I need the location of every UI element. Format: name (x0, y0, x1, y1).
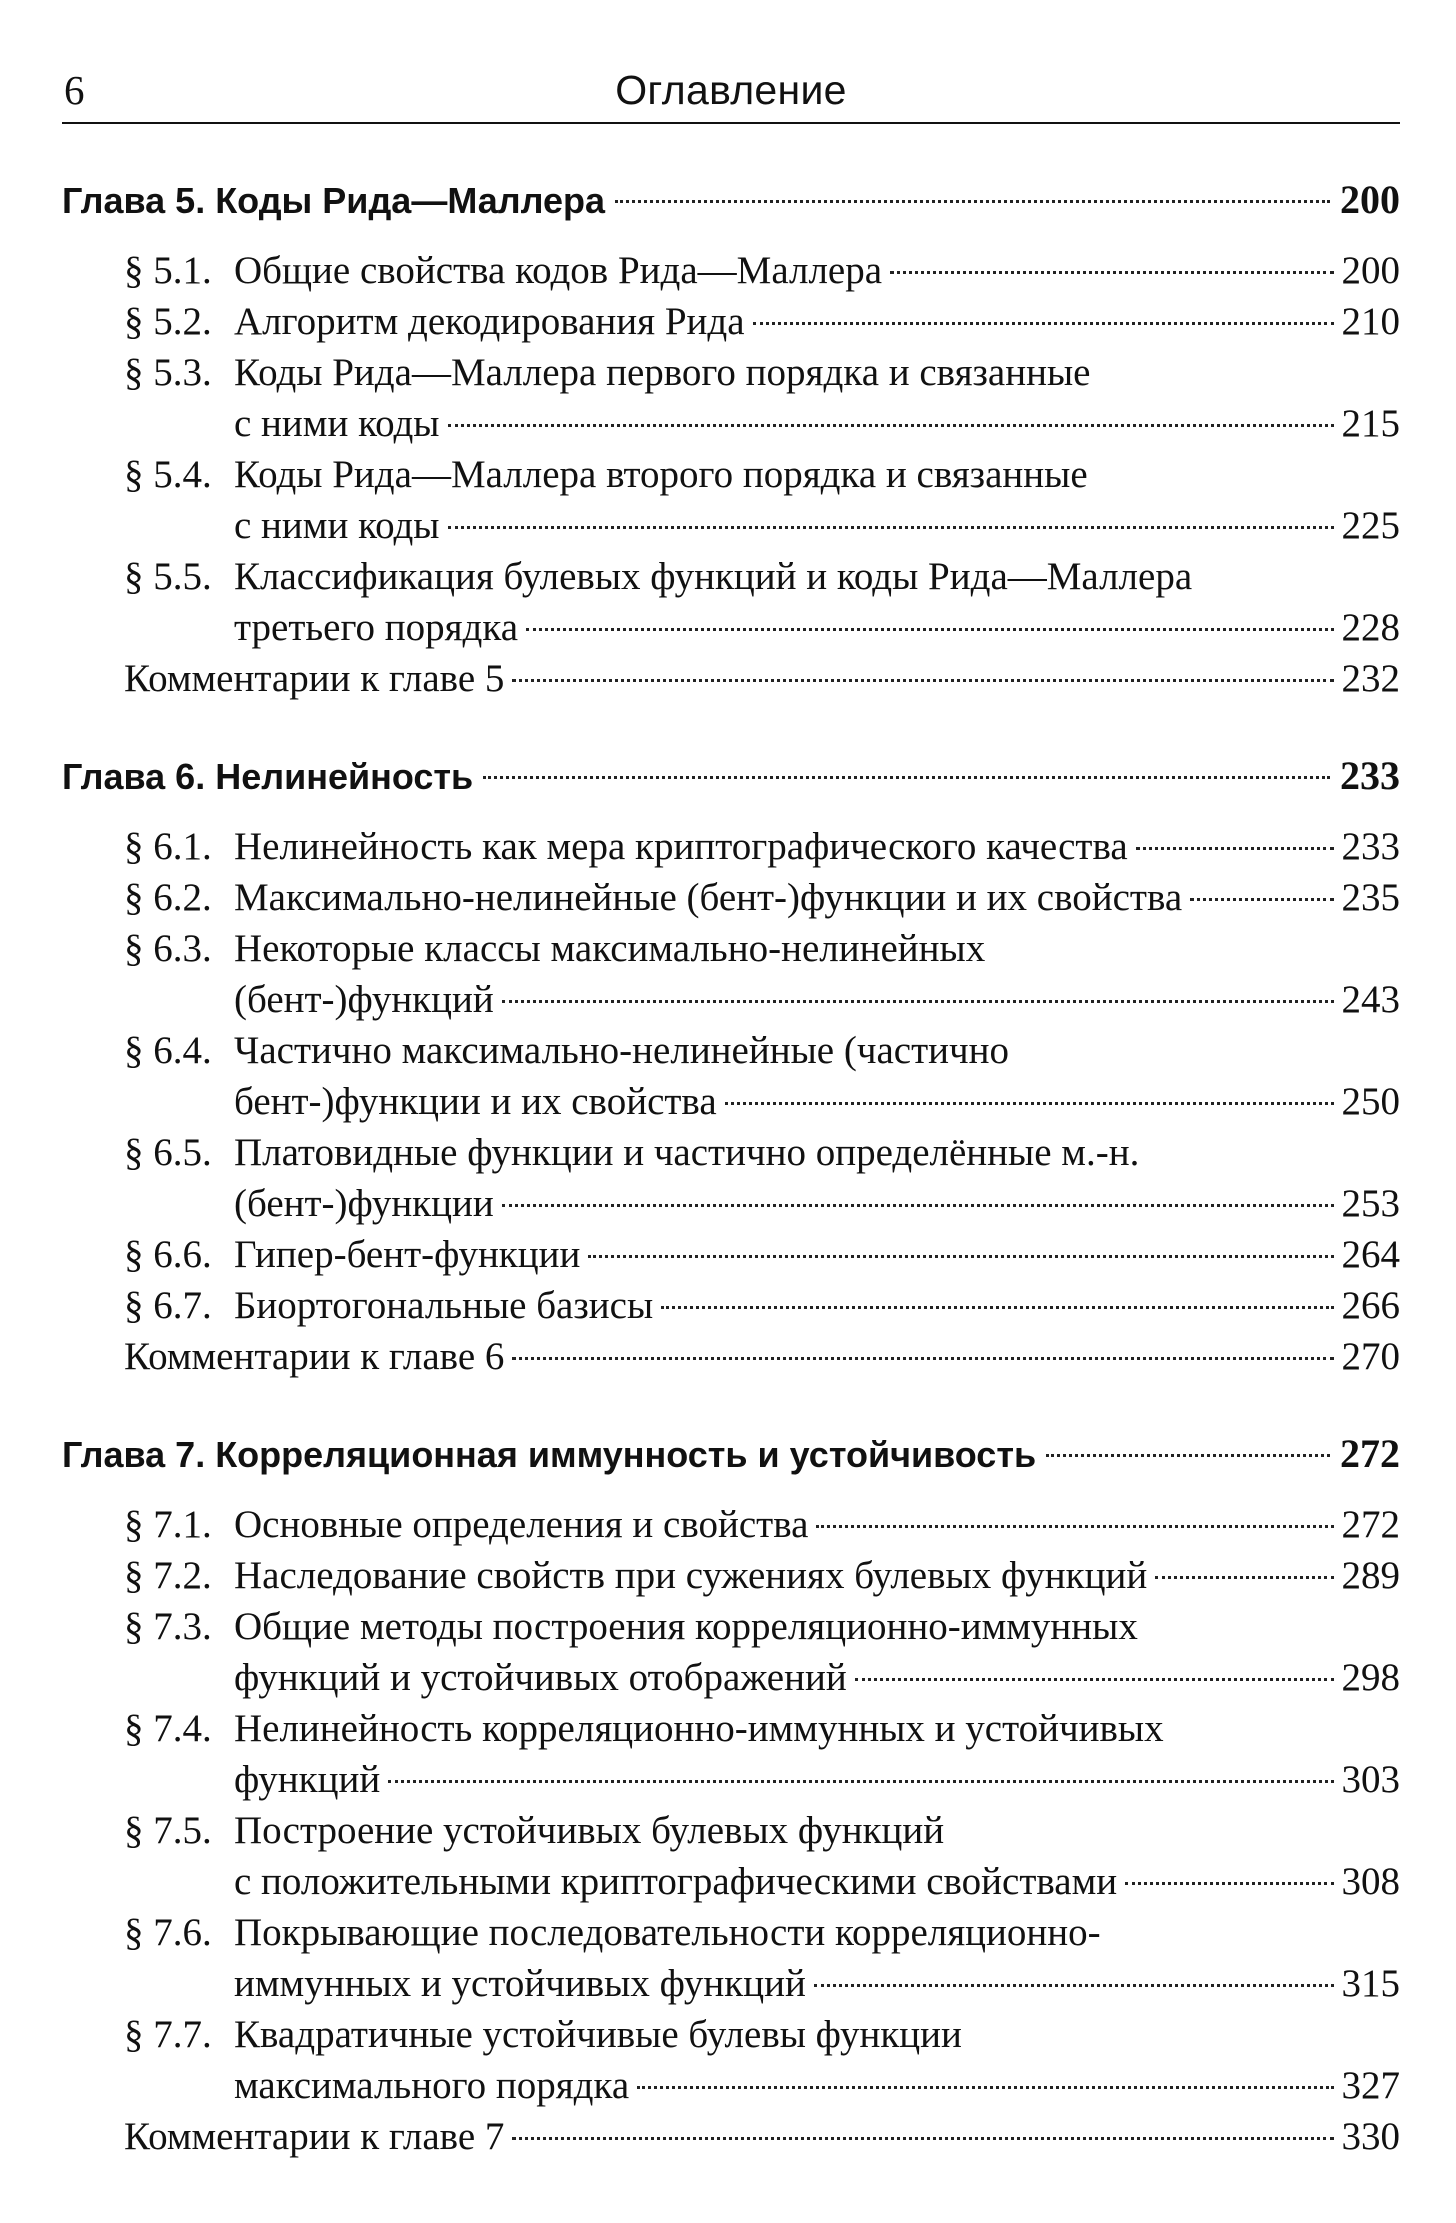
entry-last-line (234, 245, 1400, 296)
toc-entry[interactable] (62, 1127, 1400, 1229)
chapter-title: Глава 5. Коды Рида—Маллера (62, 180, 606, 221)
entry-page-number: 253 (1341, 1182, 1400, 1225)
entry-body (234, 821, 1400, 872)
comments-title: Комментарии к главе 5 (124, 657, 505, 700)
entry-body (234, 347, 1400, 449)
entry-page-number: 225 (1341, 504, 1400, 547)
toc-entry[interactable] (62, 821, 1400, 872)
entry-title: иммунных и устойчивых функций (234, 1962, 806, 2005)
entry-title: максимального порядка (234, 2064, 630, 2107)
entry-title: с положительными криптографическими свойствами (234, 1860, 1118, 1903)
entry-last-line (234, 296, 1400, 347)
entry-page-number: 233 (1341, 825, 1400, 868)
leader-dots (1155, 1576, 1333, 1579)
entry-title-line: Квадратичные устойчивые булевы функции (234, 2013, 962, 2056)
entry-body (234, 1499, 1400, 1550)
leader-dots (483, 776, 1330, 779)
toc-entry[interactable] (62, 1499, 1400, 1550)
chapter-comments-entry[interactable] (62, 2111, 1400, 2162)
entry-last-line (234, 1550, 1400, 1601)
toc-entry[interactable] (62, 872, 1400, 923)
entry-title-line: Коды Рида—Маллера первого порядка и связанные (234, 351, 1091, 394)
entry-title: третьего порядка (234, 606, 519, 649)
chapter-page-number: 272 (1340, 1431, 1400, 1476)
entry-page-number: 215 (1341, 402, 1400, 445)
entry-title-line: Коды Рида—Маллера второго порядка и связанные (234, 453, 1088, 496)
entry-last-line (234, 602, 1400, 653)
entry-body (234, 923, 1400, 1025)
entry-page-number: 250 (1341, 1080, 1400, 1123)
leader-dots (615, 200, 1330, 203)
entry-title: функций и устойчивых отображений (234, 1656, 847, 1699)
entry-body (234, 1127, 1400, 1229)
entry-last-line (234, 1076, 1400, 1127)
entry-page-number: 200 (1341, 249, 1400, 292)
entry-page-number: 266 (1341, 1284, 1400, 1327)
entry-body (234, 2009, 1400, 2111)
section-number: § 6.2. (124, 876, 212, 919)
chapter-comments-entry[interactable] (62, 653, 1400, 704)
entry-last-line (234, 1499, 1400, 1550)
entry-title: функций (234, 1758, 381, 1801)
leader-dots (512, 1357, 1333, 1360)
entry-body (124, 2111, 1400, 2162)
leader-dots (1136, 847, 1334, 850)
leader-dots (526, 628, 1333, 631)
leader-dots (725, 1102, 1334, 1105)
chapter-heading[interactable] (62, 1428, 1400, 1481)
page-number: 6 (64, 67, 85, 113)
entry-body (234, 1229, 1400, 1280)
comments-title: Комментарии к главе 7 (124, 2115, 505, 2158)
entry-page-number: 315 (1341, 1962, 1400, 2005)
toc-entry[interactable] (62, 551, 1400, 653)
toc-entry[interactable] (62, 1601, 1400, 1703)
section-number: § 5.4. (124, 453, 212, 496)
section-number: § 7.5. (124, 1809, 212, 1852)
entry-body (234, 1280, 1400, 1331)
section-number: § 7.2. (124, 1554, 212, 1597)
entry-body (234, 1550, 1400, 1601)
entry-page-number: 327 (1341, 2064, 1400, 2107)
entry-last-line (234, 398, 1400, 449)
entry-last-line (234, 2060, 1400, 2111)
entry-last-line (234, 1280, 1400, 1331)
section-number: § 5.2. (124, 300, 212, 343)
chapter-title: Глава 6. Нелинейность (62, 756, 474, 797)
entry-last-line (234, 1958, 1400, 2009)
entry-page-number: 289 (1341, 1554, 1400, 1597)
entry-body (234, 245, 1400, 296)
entry-title-line: Платовидные функции и частично определённые м.-н. (234, 1131, 1140, 1174)
toc-entry[interactable] (62, 923, 1400, 1025)
section-number: § 6.7. (124, 1284, 212, 1327)
chapter-comments-entry[interactable] (62, 1331, 1400, 1382)
entry-title: Алгоритм декодирования Рида (234, 300, 745, 343)
section-number: § 7.6. (124, 1911, 212, 1954)
entry-page-number: 272 (1341, 1503, 1400, 1546)
toc-entry[interactable] (62, 1907, 1400, 2009)
leader-dots (512, 2137, 1333, 2140)
leader-dots (816, 1525, 1333, 1528)
entry-title: Основные определения и свойства (234, 1503, 809, 1546)
toc-entry[interactable] (62, 347, 1400, 449)
section-number: § 6.5. (124, 1131, 212, 1174)
entry-title-line: Некоторые классы максимально-нелинейных (234, 927, 986, 970)
entry-page-number: 303 (1341, 1758, 1400, 1801)
entry-title: (бент-)функции (234, 1182, 494, 1225)
entry-last-line (234, 1754, 1400, 1805)
leader-dots (588, 1255, 1333, 1258)
entry-title-line: Построение устойчивых булевых функций (234, 1809, 945, 1852)
section-number: § 5.1. (124, 249, 212, 292)
leader-dots (448, 526, 1334, 529)
entry-body (234, 1025, 1400, 1127)
section-number: § 6.3. (124, 927, 212, 970)
entry-title-line: Классификация булевых функций и коды Рида—Маллера (234, 555, 1193, 598)
toc-entry[interactable] (62, 245, 1400, 296)
section-number: § 7.7. (124, 2013, 212, 2056)
leader-dots (661, 1306, 1333, 1309)
chapter-heading[interactable] (62, 174, 1400, 227)
entry-title: с ними коды (234, 402, 440, 445)
section-number: § 7.3. (124, 1605, 212, 1648)
table-of-contents (62, 174, 1400, 2162)
entry-title: Максимально-нелинейные (бент-)функции и их свойства (234, 876, 1183, 919)
leader-dots (502, 1000, 1334, 1003)
leader-dots (814, 1984, 1334, 1987)
entry-body (234, 872, 1400, 923)
entry-title-line: Покрывающие последовательности корреляционно- (234, 1911, 1101, 1954)
leader-dots (753, 322, 1334, 325)
entry-page-number: 228 (1341, 606, 1400, 649)
entry-body (234, 296, 1400, 347)
comments-title: Комментарии к главе 6 (124, 1335, 505, 1378)
toc-entry[interactable] (62, 1229, 1400, 1280)
entry-body (234, 1805, 1400, 1907)
section-number: § 7.4. (124, 1707, 212, 1750)
chapter-title: Глава 7. Корреляционная иммунность и устойчивость (62, 1434, 1037, 1475)
leader-dots (1125, 1882, 1333, 1885)
page-header (62, 66, 1400, 124)
leader-dots (637, 2086, 1333, 2089)
entry-last-line (234, 500, 1400, 551)
toc-entry[interactable] (62, 1280, 1400, 1331)
entry-page-number: 264 (1341, 1233, 1400, 1276)
entry-title: Гипер-бент-функции (234, 1233, 581, 1276)
entry-title: Биортогональные базисы (234, 1284, 654, 1327)
leader-dots (512, 679, 1333, 682)
chapter-page-number: 233 (1340, 753, 1400, 798)
entry-title: Наследование свойств при сужениях булевых функций (234, 1554, 1148, 1597)
section-number: § 6.1. (124, 825, 212, 868)
leader-dots (1046, 1454, 1330, 1457)
entry-last-line (234, 1856, 1400, 1907)
toc-entry[interactable] (62, 296, 1400, 347)
entry-title-line: Общие методы построения корреляционно-иммунных (234, 1605, 1138, 1648)
entry-title: бент-)функции и их свойства (234, 1080, 717, 1123)
entry-title: Общие свойства кодов Рида—Маллера (234, 249, 883, 292)
section-number: § 7.1. (124, 1503, 212, 1546)
entry-last-line (234, 1229, 1400, 1280)
entry-title-line: Частично максимально-нелинейные (частично (234, 1029, 1009, 1072)
section-number: § 5.3. (124, 351, 212, 394)
entry-last-line (234, 974, 1400, 1025)
entry-page-number: 235 (1341, 876, 1400, 919)
entry-page-number: 243 (1341, 978, 1400, 1021)
leader-dots (1190, 898, 1333, 901)
toc-entry[interactable] (62, 1550, 1400, 1601)
toc-entry[interactable] (62, 2009, 1400, 2111)
leader-dots (855, 1678, 1334, 1681)
entry-body (234, 1703, 1400, 1805)
running-title: Оглавление (615, 67, 847, 113)
section-number: § 6.6. (124, 1233, 212, 1276)
entry-title: Нелинейность как мера криптографического качества (234, 825, 1128, 868)
entry-body (234, 1907, 1400, 2009)
entry-title-line: Нелинейность корреляционно-иммунных и устойчивых (234, 1707, 1164, 1750)
entry-page-number: 210 (1341, 300, 1400, 343)
entry-page-number: 298 (1341, 1656, 1400, 1699)
entry-last-line (124, 2111, 1400, 2162)
leader-dots (448, 424, 1334, 427)
leader-dots (502, 1204, 1334, 1207)
chapter-page-number: 200 (1340, 177, 1400, 222)
entry-page-number: 330 (1341, 2115, 1400, 2158)
toc-entry[interactable] (62, 1805, 1400, 1907)
toc-entry[interactable] (62, 1025, 1400, 1127)
entry-last-line (234, 872, 1400, 923)
entry-last-line (124, 653, 1400, 704)
entry-page-number: 232 (1341, 657, 1400, 700)
entry-body (124, 1331, 1400, 1382)
entry-page-number: 270 (1341, 1335, 1400, 1378)
toc-entry[interactable] (62, 1703, 1400, 1805)
chapter-heading[interactable] (62, 750, 1400, 803)
entry-body (234, 1601, 1400, 1703)
leader-dots (890, 271, 1333, 274)
entry-body (234, 449, 1400, 551)
entry-body (234, 551, 1400, 653)
toc-entry[interactable] (62, 449, 1400, 551)
leader-dots (388, 1780, 1333, 1783)
entry-last-line (124, 1331, 1400, 1382)
entry-title: (бент-)функций (234, 978, 494, 1021)
entry-last-line (234, 821, 1400, 872)
section-number: § 5.5. (124, 555, 212, 598)
entry-title: с ними коды (234, 504, 440, 547)
entry-last-line (234, 1178, 1400, 1229)
section-number: § 6.4. (124, 1029, 212, 1072)
entry-body (124, 653, 1400, 704)
entry-page-number: 308 (1341, 1860, 1400, 1903)
entry-last-line (234, 1652, 1400, 1703)
